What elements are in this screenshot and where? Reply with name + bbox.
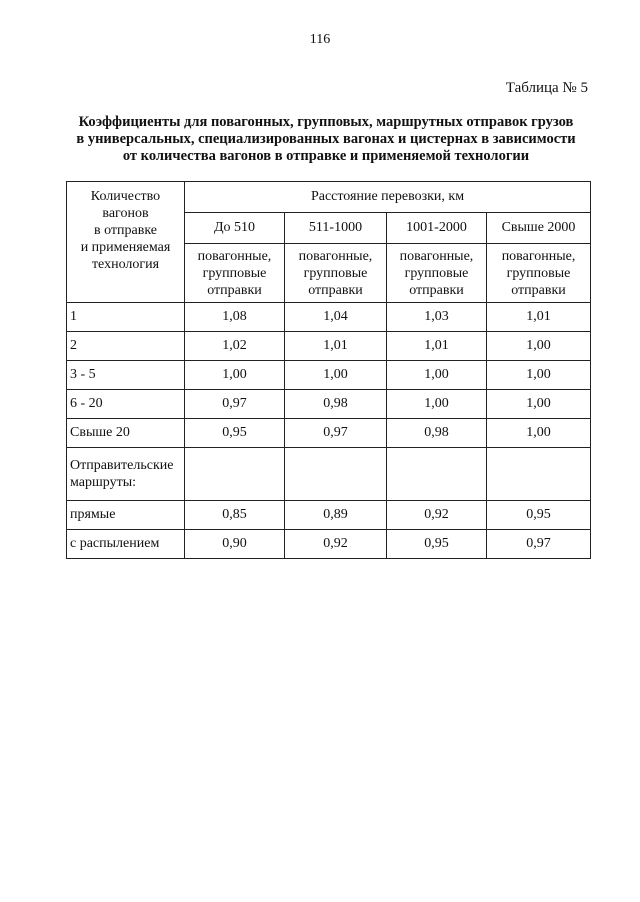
shipment-type-line: отправки	[207, 282, 262, 298]
coefficient-cell: 0,95	[487, 501, 591, 530]
table-title	[60, 114, 592, 165]
row-label-line: маршруты:	[70, 475, 136, 490]
coefficient-cell: 0,98	[387, 419, 487, 448]
table-row	[67, 530, 591, 559]
table-row	[67, 448, 591, 501]
coefficient-cell: 1,00	[387, 361, 487, 390]
coefficient-cell: 1,04	[285, 303, 387, 332]
shipment-type-header	[487, 244, 591, 303]
corner-header-line: вагонов	[102, 206, 149, 221]
table-label: Таблица № 5	[505, 80, 588, 96]
coefficient-cell	[185, 448, 285, 501]
coefficient-cell: 0,95	[185, 419, 285, 448]
coefficient-cell: 1,08	[185, 303, 285, 332]
shipment-type-line: повагонные,	[197, 248, 272, 264]
corner-header-line: Количество	[90, 189, 161, 204]
coefficient-cell: 0,98	[285, 390, 387, 419]
coefficient-cell	[387, 448, 487, 501]
table-row	[67, 361, 591, 390]
shipment-type-line: повагонные,	[501, 248, 576, 264]
coefficient-cell	[285, 448, 387, 501]
coefficient-cell: 0,92	[285, 530, 387, 559]
coefficient-cell: 1,01	[387, 332, 487, 361]
range-header: До 510	[185, 213, 285, 244]
table-row	[67, 390, 591, 419]
shipment-type-line: групповые	[303, 265, 368, 281]
shipment-type-line: групповые	[202, 265, 267, 281]
coefficient-cell: 1,00	[487, 419, 591, 448]
row-label: 3 - 5	[67, 361, 185, 390]
coefficient-cell: 1,00	[487, 390, 591, 419]
coefficient-cell: 0,97	[185, 390, 285, 419]
distance-header: Расстояние перевозки, км	[185, 182, 591, 213]
coefficient-cell: 0,89	[285, 501, 387, 530]
shipment-type-line: групповые	[506, 265, 571, 281]
row-label: 6 - 20	[67, 390, 185, 419]
shipment-type-line: групповые	[404, 265, 469, 281]
table-row	[67, 303, 591, 332]
row-label: с распылением	[67, 530, 185, 559]
coefficient-cell: 1,00	[185, 361, 285, 390]
shipment-type-header	[185, 244, 285, 303]
row-label: 1	[67, 303, 185, 332]
row-label-line: Отправительские	[70, 458, 174, 473]
coefficient-cell: 0,92	[387, 501, 487, 530]
coefficient-cell: 1,00	[487, 332, 591, 361]
coefficient-cell: 0,97	[285, 419, 387, 448]
corner-header-line: и применяемая	[80, 240, 171, 255]
coefficient-cell	[487, 448, 591, 501]
table-row	[67, 501, 591, 530]
row-label	[67, 448, 185, 501]
row-label: прямые	[67, 501, 185, 530]
coefficient-cell: 0,97	[487, 530, 591, 559]
title-line: в универсальных, специализированных вагонах и цистернах в зависимости	[76, 131, 576, 147]
row-label: 2	[67, 332, 185, 361]
shipment-type-line: повагонные,	[399, 248, 474, 264]
coefficient-cell: 1,00	[487, 361, 591, 390]
coefficient-cell: 0,95	[387, 530, 487, 559]
row-label: Свыше 20	[67, 419, 185, 448]
coefficient-cell: 1,03	[387, 303, 487, 332]
page-number: 116	[309, 32, 331, 47]
title-line: Коэффициенты для повагонных, групповых, маршрутных отправок грузов	[78, 114, 574, 130]
shipment-type-line: отправки	[511, 282, 566, 298]
coefficient-cell: 1,01	[487, 303, 591, 332]
corner-header-line: в отправке	[93, 223, 158, 238]
coefficient-cell: 1,00	[387, 390, 487, 419]
range-header: 511-1000	[285, 213, 387, 244]
shipment-type-header	[285, 244, 387, 303]
coefficient-cell: 0,90	[185, 530, 285, 559]
table-row	[67, 419, 591, 448]
coefficient-cell: 0,85	[185, 501, 285, 530]
shipment-type-line: повагонные,	[298, 248, 373, 264]
table-row	[67, 332, 591, 361]
range-header: 1001-2000	[387, 213, 487, 244]
shipment-type-line: отправки	[308, 282, 363, 298]
title-line: от количества вагонов в отправке и применяемой технологии	[122, 148, 530, 164]
corner-header-line: технология	[91, 257, 160, 272]
coefficient-cell: 1,02	[185, 332, 285, 361]
shipment-type-header	[387, 244, 487, 303]
coefficient-cell: 1,01	[285, 332, 387, 361]
coefficients-table	[66, 181, 591, 559]
corner-header	[67, 182, 185, 303]
coefficient-cell: 1,00	[285, 361, 387, 390]
range-header: Свыше 2000	[487, 213, 591, 244]
shipment-type-line: отправки	[409, 282, 464, 298]
